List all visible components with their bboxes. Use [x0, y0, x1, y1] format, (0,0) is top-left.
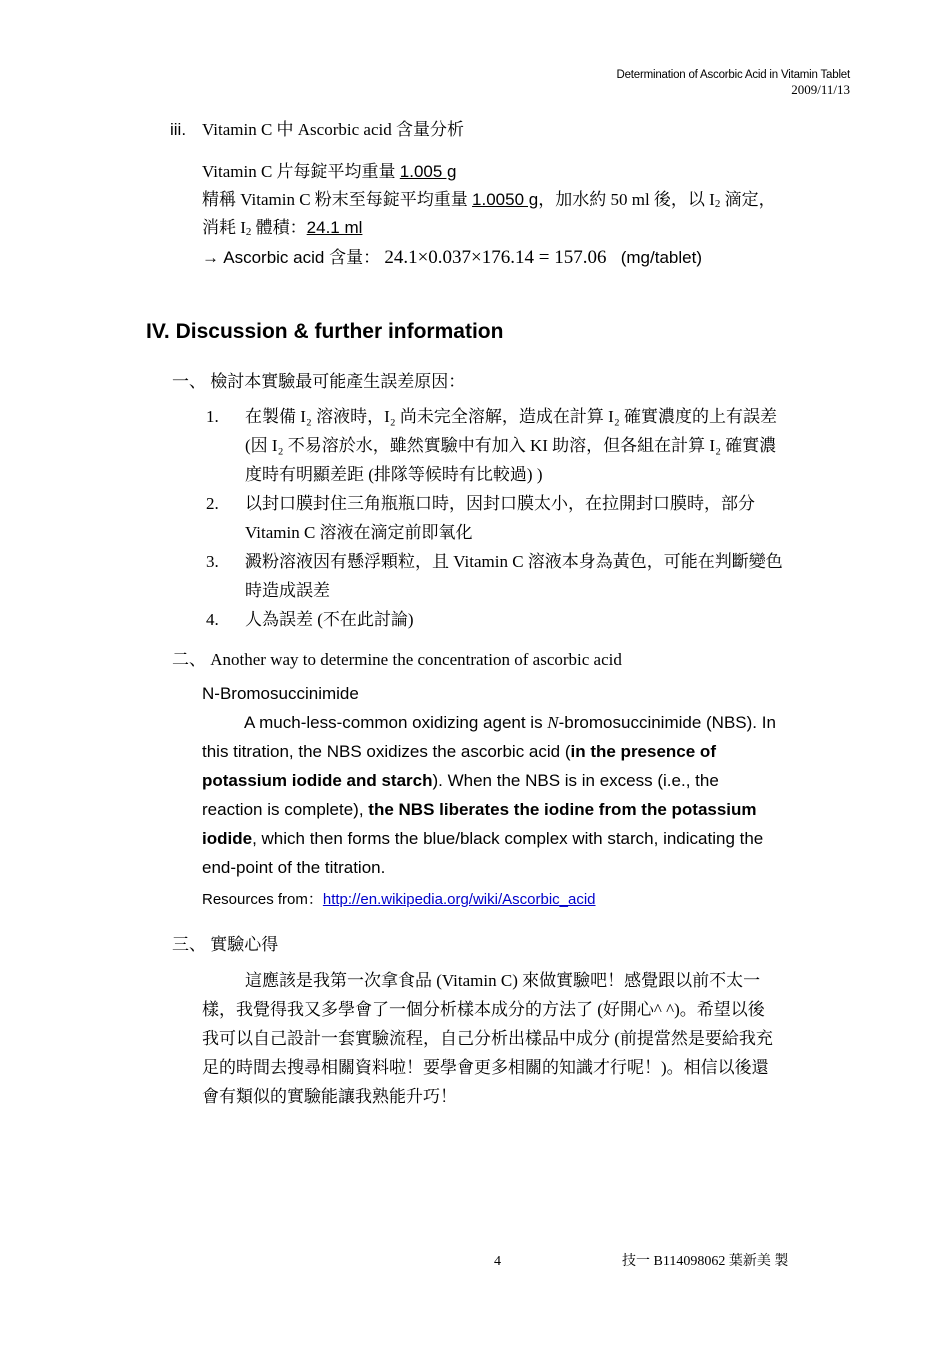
nbs-text: , which then forms the blue/black complex with starch, indicating the [252, 829, 764, 848]
weighing-text-a: 精稱 Vitamin C 粉末至每錠平均重量 [202, 190, 468, 209]
reflection-line: 會有類似的實驗能讓我熟能升巧！ [202, 1087, 457, 1106]
reflection-line: 這應該是我第一次拿食品 (Vitamin C) 來做實驗吧！感覺跟以前不太一 [245, 971, 761, 990]
nbs-text: reaction is complete), [202, 800, 369, 819]
part1-heading: 一、 檢討本實驗最可能產生誤差原因： [172, 372, 466, 391]
running-header-title: Determination of Ascorbic Acid in Vitamin Tablet [616, 69, 850, 81]
reflection-line: 樣，我覺得我又多學會了一個分析樣本成分的方法了 (好開心^ ^)。希望以後 [202, 1000, 765, 1019]
running-header-date: 2009/11/13 [791, 82, 850, 97]
iodine-subscript: 2 [245, 226, 252, 238]
nbs-text: this titration, the NBS oxidizes the ascorbic acid ( [202, 742, 571, 761]
section-iv-heading: IV. Discussion & further information [146, 320, 504, 343]
avg-weight-value: 1.005 g [399, 162, 457, 181]
reflection-line: 足的時間去搜尋相關資料啦！要學會更多相關的知識才行呢！)。相信以後還 [202, 1058, 769, 1077]
list-item-line: Vitamin C 溶液在滴定前即氧化 [245, 523, 473, 542]
resources-line [202, 888, 596, 912]
weighing-text-b: ，加水約 50 ml 後，以 I [538, 190, 715, 209]
nbs-bold-text: the NBS liberates the iodine from the potassium [368, 800, 757, 819]
nbs-paragraph [202, 708, 776, 882]
calculation-line [202, 246, 702, 270]
list-item-line: 人為誤差 (不在此討論) [245, 610, 414, 629]
nbs-text: A much-less-common oxidizing agent is [244, 713, 548, 732]
page-number: 4 [494, 1254, 501, 1269]
footer-author: 技一 B114098062 葉新美 製 [622, 1254, 789, 1269]
list-item-line: (因 I₂ 不易溶於水，雖然實驗中有加入 KI 助溶，但各組在計算 I₂ 確實濃 [245, 436, 777, 455]
nbs-bold-text: in the presence of [570, 742, 716, 761]
weighing-line [202, 188, 776, 212]
arrow-icon: → [202, 248, 219, 267]
calc-formula: 24.1×0.037×176.14 = 157.06 [384, 247, 607, 268]
avg-weight-line [202, 160, 457, 184]
part2-heading: 二、 Another way to determine the concentration of ascorbic acid [172, 650, 622, 669]
nbs-bold-text: iodide [202, 829, 253, 848]
iodine-subscript: 2 [714, 198, 721, 210]
list-item-line: 以封口膜封住三角瓶瓶口時，因封口膜太小，在拉開封口膜時，部分 [245, 494, 755, 513]
weighing-value: 1.0050 g [472, 190, 539, 209]
nbs-italic-n: N [547, 713, 559, 732]
part3-heading: 三、 實驗心得 [172, 935, 279, 954]
list-item-number: 1. [206, 407, 219, 426]
reflection-line: 我可以自己設計一套實驗流程，自己分析出樣品中成分 (前提當然是要給我充 [202, 1029, 773, 1048]
calc-label: Ascorbic acid 含量： [223, 248, 381, 267]
section-iii-heading: Vitamin C 中 Ascorbic acid 含量分析 [202, 120, 464, 139]
nbs-text: end-point of the titration. [202, 858, 386, 877]
weighing-text-c: 滴定， [720, 190, 776, 209]
nbs-text: -bromosuccinimide (NBS). In [558, 713, 776, 732]
volume-text-b: 體積： [251, 218, 307, 237]
list-item-line: 度時有明顯差距 (排隊等候時有比較過) ) [245, 465, 543, 484]
part2-subheading: N-Bromosuccinimide [202, 684, 359, 703]
section-iii-marker: iii. [170, 120, 187, 139]
volume-value: 24.1 ml [306, 218, 363, 237]
avg-weight-label: Vitamin C 片每錠平均重量 [202, 162, 396, 181]
nbs-text: ). When the NBS is in excess (i.e., the [432, 771, 719, 790]
volume-text-a: 消耗 I [202, 218, 246, 237]
nbs-bold-text: potassium iodide and starch [202, 771, 433, 790]
list-item-number: 4. [206, 610, 219, 629]
list-item-line: 時造成誤差 [245, 581, 330, 600]
volume-line [202, 216, 362, 240]
resources-label: Resources from： [202, 891, 323, 908]
calc-unit: (mg/tablet) [620, 248, 702, 267]
list-item-line: 在製備 I₂ 溶液時，I₂ 尚未完全溶解，造成在計算 I₂ 確實濃度的上有誤差 [245, 407, 778, 426]
list-item-number: 2. [206, 494, 219, 513]
list-item-line: 澱粉溶液因有懸浮顆粒，且 Vitamin C 溶液本身為黃色，可能在判斷變色 [245, 552, 783, 571]
resources-link[interactable]: http://en.wikipedia.org/wiki/Ascorbic_acid [322, 891, 596, 908]
list-item-number: 3. [206, 552, 219, 571]
